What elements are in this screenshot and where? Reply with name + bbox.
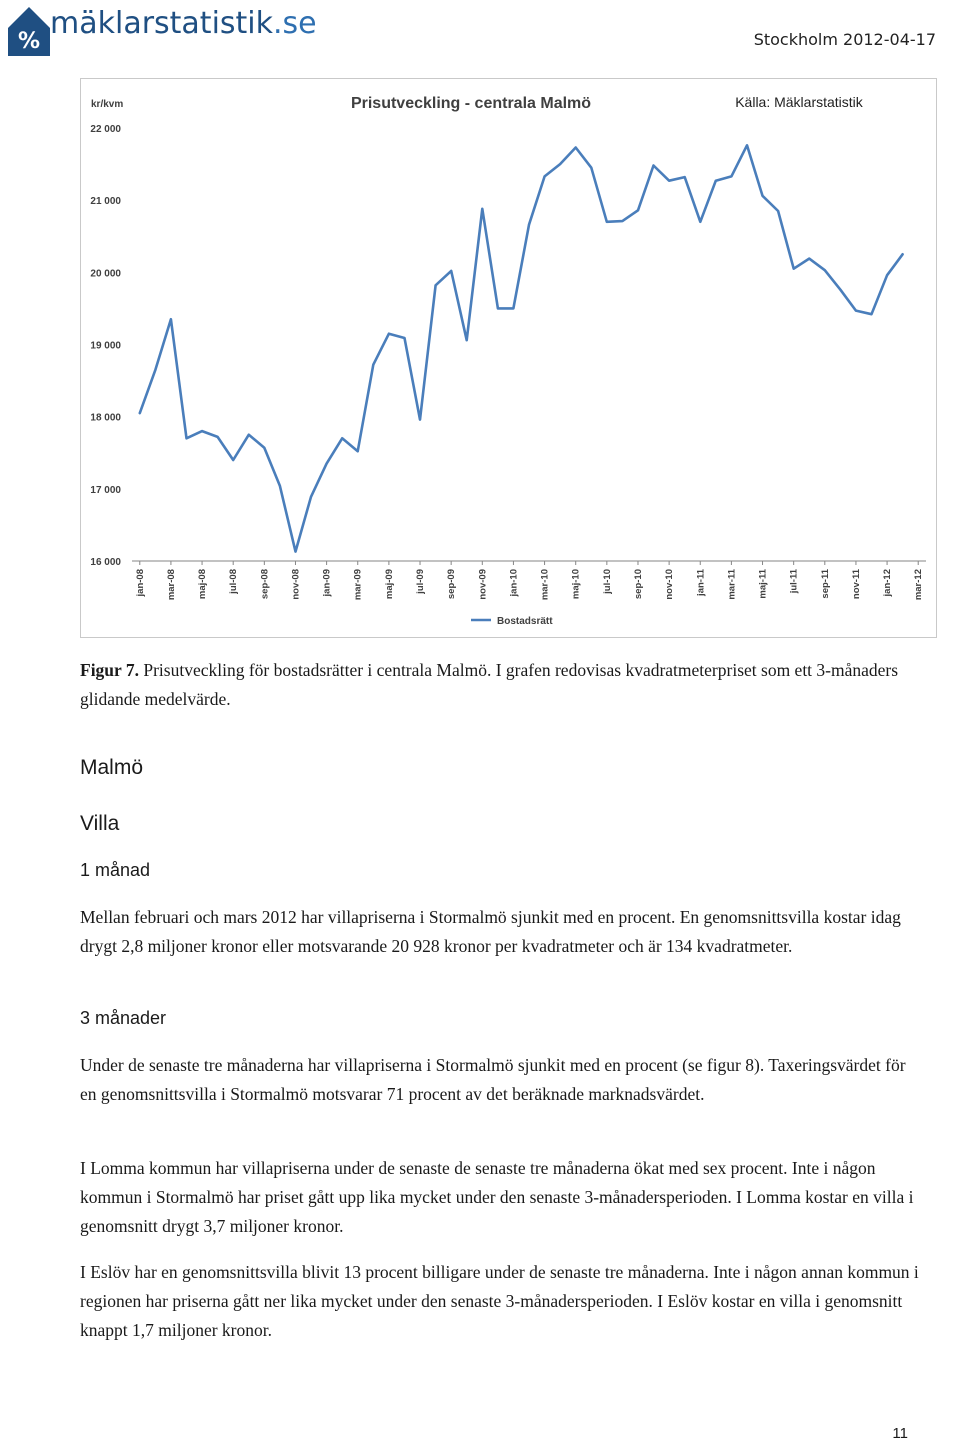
heading-one-month: 1 månad — [80, 860, 151, 880]
place-date: Stockholm 2012-04-17 — [753, 30, 936, 49]
x-tick-label: maj-11 — [757, 569, 769, 599]
x-tick-label: mar-08 — [165, 569, 177, 601]
paragraph-eslov: I Eslöv har en genomsnittsvilla blivit 13 procent billigare under de senaste tre månaderna. Inte i någon annan kommun i regionen har priserna gått ner lika mycket under den senaste 3-månadersperioden. I Eslöv kostar en villa i genomsnitt knappt 1,7 miljoner kronor. — [80, 1262, 919, 1340]
x-tick-label: maj-08 — [197, 569, 209, 600]
page-number: 11 — [892, 1425, 908, 1442]
y-tick-label: 21 000 — [90, 196, 121, 208]
x-tick-label: nov-11 — [850, 569, 862, 600]
y-tick-label: 22 000 — [90, 124, 121, 135]
logo-text: mäklarstatistik.se — [50, 6, 317, 41]
heading-three-months: 3 månader — [80, 1008, 167, 1028]
x-tick-label: mar-11 — [726, 569, 738, 600]
y-tick-label: 16 000 — [90, 557, 121, 568]
y-axis-label: kr/kvm — [91, 99, 124, 110]
x-tick-label: nov-10 — [664, 569, 676, 600]
paragraph-one-month: Mellan februari och mars 2012 har villapriserna i Stormalmö sjunkit med en procent. En genomsnittsvilla kostar idag drygt 2,8 miljoner kronor eller motsvarande 20 928 kronor per kvadratmeter och är 134 kvadratmeter. — [80, 907, 901, 956]
caption-label: Figur 7. — [80, 660, 139, 680]
x-tick-label: mar-12 — [913, 569, 925, 601]
y-tick-label: 20 000 — [90, 268, 121, 280]
x-tick-label: maj-09 — [383, 569, 395, 600]
x-tick-label: jan-12 — [882, 569, 894, 597]
paragraph-three-months: Under de senaste tre månaderna har villapriserna i Stormalmö sjunkit med en procent (se figur 8). Taxeringsvärdet för en genomsnittsvilla i Stormalmö motsvarar 71 procent av det beräknade marknadsvärdet. — [80, 1055, 906, 1104]
figure-caption — [80, 656, 920, 714]
x-tick-label: jul-10 — [601, 569, 613, 594]
logo-house-percent-icon — [6, 4, 52, 58]
legend-label: Bostadsrätt — [497, 616, 553, 627]
x-tick-label: jan-08 — [134, 569, 146, 597]
x-tick-label: jan-10 — [508, 569, 520, 597]
svg-text:%: % — [17, 29, 41, 54]
x-tick-label: sep-10 — [632, 569, 644, 600]
x-tick-label: jul-09 — [415, 569, 427, 594]
caption-text: Prisutveckling för bostadsrätter i centrala Malmö. I grafen redovisas kvadratmeterpriset som ett 3-månaders glidande medelvärde. — [80, 660, 899, 709]
heading-villa: Villa — [80, 812, 120, 835]
x-tick-label: maj-10 — [570, 569, 582, 600]
x-tick-label: nov-08 — [290, 569, 302, 600]
x-tick-label: jan-11 — [695, 569, 707, 596]
x-tick-label: mar-10 — [539, 569, 551, 601]
x-tick-label: mar-09 — [352, 569, 364, 601]
x-tick-label: sep-09 — [446, 569, 458, 600]
y-tick-label: 18 000 — [90, 412, 121, 424]
x-tick-label: jul-08 — [228, 569, 240, 594]
y-tick-label: 17 000 — [90, 484, 121, 496]
page-header — [0, 0, 960, 62]
price-chart-svg — [81, 79, 938, 639]
chart-title: Prisutveckling - centrala Malmö — [350, 95, 592, 112]
x-tick-label: jul-11 — [788, 569, 800, 594]
x-tick-label: sep-08 — [259, 569, 271, 600]
x-tick-label: jan-09 — [321, 569, 333, 597]
series-line-bostadsratt — [140, 145, 903, 551]
heading-malmo: Malmö — [80, 756, 144, 779]
y-tick-label: 19 000 — [90, 340, 121, 352]
paragraph-lomma: I Lomma kommun har villapriserna under de senaste de senaste tre månaderna ökat med sex procent. Inte i någon kommun i Stormalmö har priset gått upp lika mycket under den senaste 3-månadersperioden. I Lomma kostar en villa i genomsnitt drygt 3,7 miljoner kronor. — [80, 1158, 914, 1236]
chart-source: Källa: Mäklarstatistik — [735, 94, 863, 110]
price-chart — [80, 78, 937, 638]
x-tick-label: sep-11 — [819, 569, 831, 599]
x-tick-label: nov-09 — [477, 569, 489, 600]
